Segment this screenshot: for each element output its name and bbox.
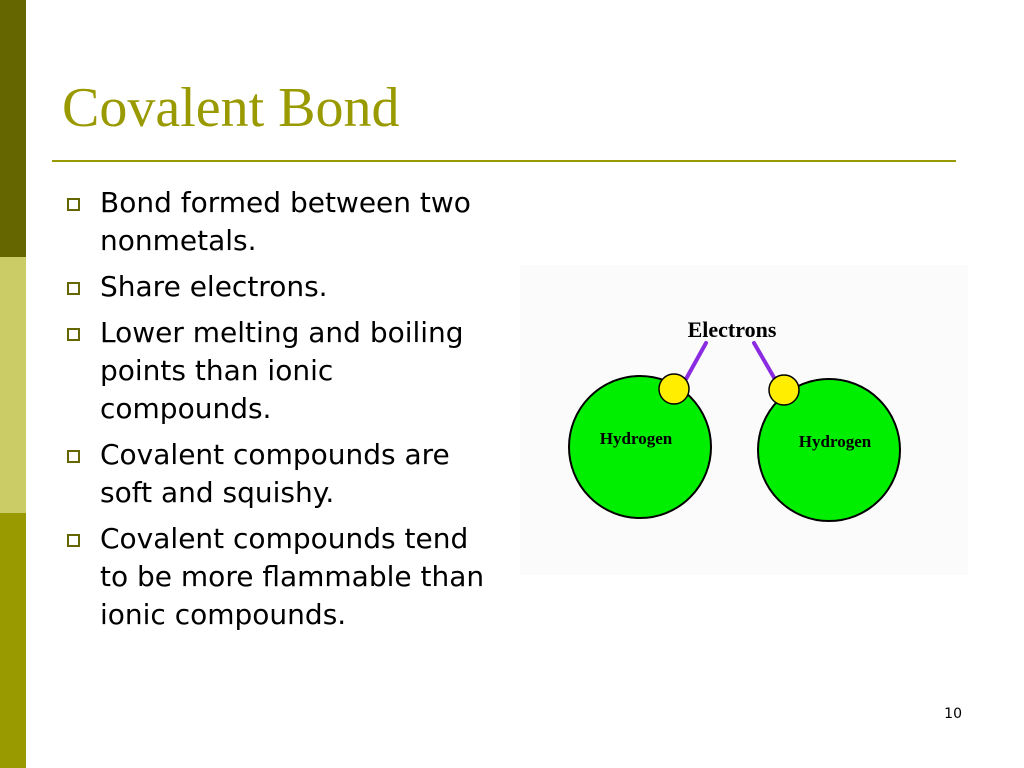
bullet-item [62, 268, 492, 306]
bullet-text: Covalent compounds are soft and squishy. [100, 438, 450, 509]
title-divider [52, 160, 956, 162]
square-bullet-icon [67, 450, 80, 463]
electrons-label: Electrons [687, 317, 777, 342]
electron-left [659, 374, 689, 404]
slide-title: Covalent Bond [62, 77, 400, 139]
bullet-text: Bond formed between two nonmetals. [100, 186, 471, 257]
square-bullet-icon [67, 198, 80, 211]
sidebar-band-light [0, 257, 26, 513]
electron-pointer-left [686, 343, 706, 379]
bullet-item [62, 520, 492, 634]
square-bullet-icon [67, 328, 80, 341]
hydrogen-label-left: Hydrogen [599, 429, 673, 448]
bullet-item [62, 436, 492, 512]
bullet-text: Covalent compounds tend to be more flammable than ionic compounds. [100, 522, 485, 631]
square-bullet-icon [67, 534, 80, 547]
bullet-text: Share electrons. [100, 270, 328, 303]
bullet-item [62, 314, 492, 428]
slide-number: 10 [944, 706, 962, 722]
bullet-list [62, 184, 492, 642]
sidebar-band-olive [0, 513, 26, 768]
hydrogen-label-right: Hydrogen [798, 432, 872, 451]
bullet-item [62, 184, 492, 260]
hydrogen-covalent-diagram [520, 265, 968, 575]
sidebar-band-dark [0, 0, 26, 257]
electron-pointer-right [754, 343, 776, 381]
square-bullet-icon [67, 282, 80, 295]
bullet-text: Lower melting and boiling points than ionic compounds. [100, 316, 464, 425]
electron-right [769, 375, 799, 405]
